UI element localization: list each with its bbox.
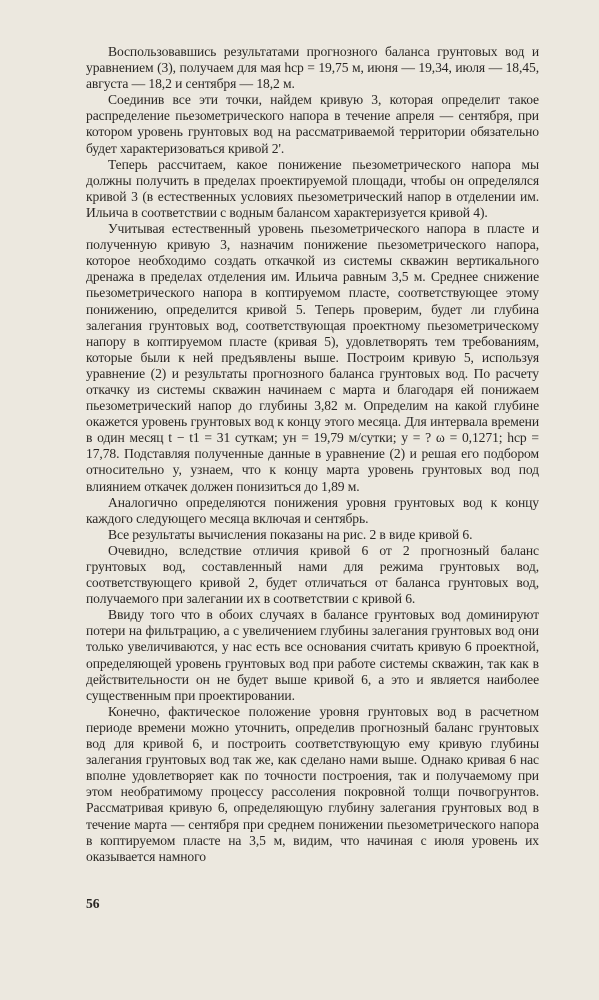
page-number: 56 (86, 896, 100, 911)
paragraph-5: Аналогично определяются понижения уровня грунтовых вод к концу каждого следующего месяца включая и сентябрь. (86, 494, 539, 526)
body-text (86, 44, 539, 865)
paragraph-2: Соединив все эти точки, найдем кривую 3, которая определит такое распределение пьезометрического напора в течение апреля — сентября, при котором уровень грунтовых вод на рассматриваемой территории обязательно будет характеризоваться кривой 2'. (86, 92, 539, 156)
paragraph-9: Конечно, фактическое положение уровня грунтовых вод в расчетном периоде времени можно уточнить, определив прогнозный баланс грунтовых вод для кривой 6, и построить соответствующую ему кривую глубины залегания грунтовых вод так же, как сделано нами выше. Однако кривая 6 нас вполне удовлетворяет как по точности построения, так и получаемому при этом необратимому процессу рассоления покровной толщи почвогрунтов. Рассматривая кривую 6, определяющую глубину залегания грунтовых вод в течение марта — сентября при среднем понижении пьезометрического напора в коптируемом пласте на 3,5 м, видим, что начиная с июля уровень их оказывается намного (86, 703, 539, 864)
paragraph-1: Воспользовавшись результатами прогнозного баланса грунтовых вод и уравнением (3), получаем для мая hср = 19,75 м, июня — 19,34, июля — 18,45, августа — 18,2 и сентября — 18,2 м. (86, 44, 539, 92)
paragraph-6: Все результаты вычисления показаны на рис. 2 в виде кривой 6. (108, 526, 473, 542)
paragraph-4: Учитывая естественный уровень пьезометрического напора в пласте и полученную кривую 3, назначим понижение пьезометрического напора, которое необходимо создать откачкой из системы скважин вертикального дренажа в пределах отделения им. Ильича равным 3,5 м. Среднее снижение пьезометрического напора в коптируемом пласте, соответствующее этому понижению, определится кривой 5. Теперь проверим, будет ли глубина залегания грунтовых вод, соответствующая проектному пьезометрическому напору в коптируемом пласте (кривая 5), удовлетворять тем требованиям, которые были к ней предъявлены выше. Построим кривую 5, используя уравнение (2) и результаты прогнозного баланса грунтовых вод. По расчету откачку из системы скважин начинаем с марта и благодаря ей понижаем пьезометрический напор до глубины 3,82 м. Определим на какой глубине окажется уровень грунтовых вод к концу этого месяца. Для интервала времени в один месяц t − t1 = 31 суткам; yн = 19,79 м/сутки; y = ? ω = 0,1271; hср = 17,78. Подставляя полученные данные в уравнение (2) и решая его подбором относительно y, узнаем, что к концу марта уровень грунтовых вод под влиянием откачек должен понизиться до 1,89 м. (86, 221, 539, 494)
paragraph-7: Очевидно, вследствие отличия кривой 6 от 2 прогнозный баланс грунтовых вод, составленный нами для режима грунтовых вод, соответствующего кривой 2, будет отличаться от баланса грунтовых вод, получаемого при залегании их в соответствии с кривой 6. (86, 542, 539, 607)
paragraph-3: Теперь рассчитаем, какое понижение пьезометрического напора мы должны получить в пределах проектируемой площади, чтобы он определялся кривой 3 (в естественных условиях пьезометрический напор в отделении им. Ильича в соответствии с водным балансом характеризуется кривой 4). (86, 156, 539, 220)
paragraph-8: Ввиду того что в обоих случаях в балансе грунтовых вод доминируют потери на фильтрацию, а с увеличением глубины залегания грунтовых вод они только увеличиваются, у нас есть все основания считать кривую 6 проектной, определяющей уровень грунтовых вод при работе системы скважин, так как в действительности он не будет выше кривой 6, а это и является наиболее существенным при проектировании. (86, 607, 539, 703)
